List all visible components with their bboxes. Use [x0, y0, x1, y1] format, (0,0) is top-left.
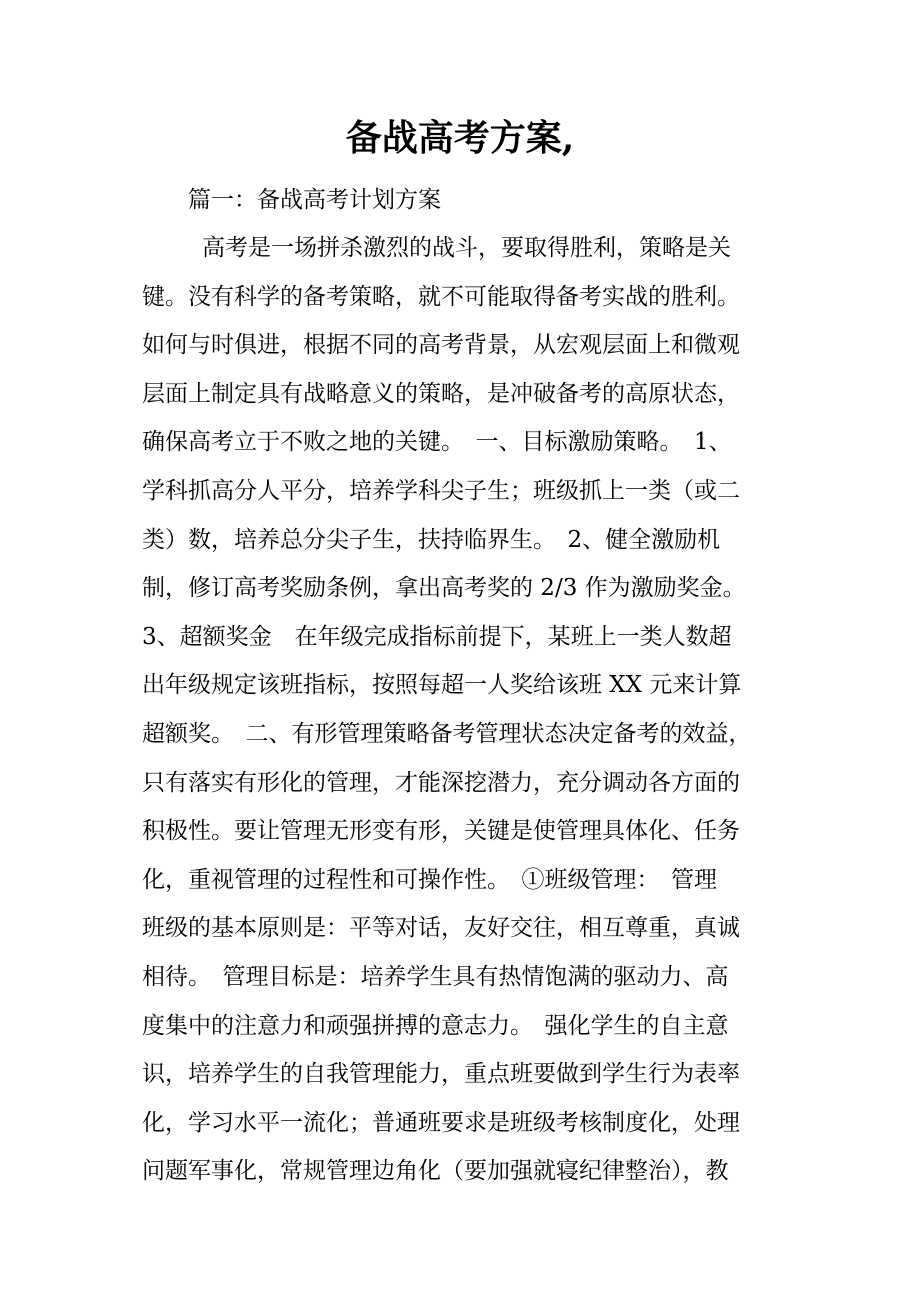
text-line: 层面上制定具有战略意义的策略，是冲破备考的高原状态， [142, 380, 740, 407]
text-line: 制，修订高考奖励条例，拿出高考奖的 2/3 作为激励奖金。 [142, 575, 746, 602]
text-line: 度集中的注意力和顽强拼搏的意志力。 强化学生的自主意 [142, 1012, 729, 1039]
text-line: 只有落实有形化的管理，才能深挖潜力，充分调动各方面的 [142, 769, 740, 796]
text-line: 识，培养学生的自我管理能力，重点班要做到学生行为表率 [142, 1061, 740, 1088]
text-line: 化，学习水平一流化；普通班要求是班级考核制度化，处理 [142, 1109, 740, 1136]
text-line: 超额奖。 二、有形管理策略备考管理状态决定备考的效益， [142, 720, 752, 747]
document-title: 备战高考方案, [345, 117, 575, 159]
text-line: 出年级规定该班指标，按照每超一人奖给该班 XX 元来计算 [142, 672, 742, 699]
text-line: 高考是一场拼杀激烈的战斗，要取得胜利，策略是关 [202, 235, 731, 261]
text-line: 类）数，培养总分尖子生，扶持临界生。 2、健全激励机 [142, 526, 721, 553]
section-heading: 篇一：备战高考计划方案 [188, 187, 441, 213]
text-line: 问题军事化，常规管理边角化（要加强就寝纪律整治），教 [142, 1158, 729, 1185]
text-line: 班级的基本原则是：平等对话，友好交往，相互尊重，真诚 [142, 915, 740, 942]
text-line: 学科抓高分人平分，培养学科尖子生；班级抓上一类（或二 [142, 477, 740, 504]
text-line: 键。没有科学的备考策略，就不可能取得备考实战的胜利。 [142, 283, 740, 310]
text-line: 积极性。要让管理无形变有形，关键是使管理具体化、任务 [142, 818, 740, 845]
text-line: 如何与时俱进，根据不同的高考背景，从宏观层面上和微观 [142, 332, 740, 359]
text-line: 确保高考立于不败之地的关键。 一、目标激励策略。 1、 [142, 429, 732, 456]
body-text [142, 224, 802, 1196]
text-line: 相待。 管理目标是：培养学生具有热情饱满的驱动力、高 [142, 963, 729, 990]
text-line: 3、超额奖金 在年级完成指标前提下，某班上一类人数超 [142, 623, 732, 650]
text-line: 化，重视管理的过程性和可操作性。 ①班级管理： 管理 [142, 866, 717, 893]
